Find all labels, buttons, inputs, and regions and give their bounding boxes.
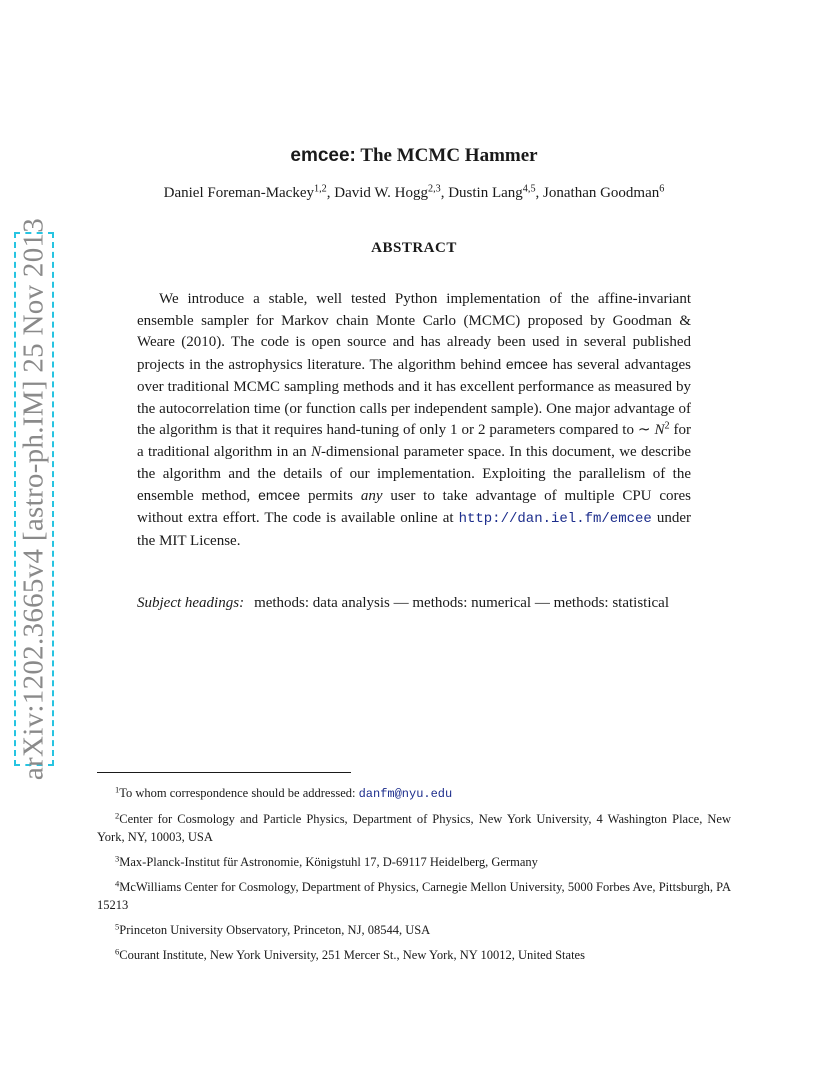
footnote bbox=[97, 784, 731, 803]
title-text: The MCMC Hammer bbox=[360, 145, 538, 166]
subject-label: Subject headings: bbox=[137, 595, 245, 611]
abstract-text: We introduce a stable, well tested Python implementation of the affine-invariant ensemble sampler for Markov chain Monte Carlo (MCMC) proposed by Goodman & Weare (2010). The code is open source and has already been used in several published projects in the astrophysics literature. The algorithm behind bbox=[137, 291, 691, 374]
author-list bbox=[0, 185, 828, 202]
paper-title bbox=[0, 145, 828, 167]
author-affiliation: 4,5 bbox=[522, 183, 536, 195]
footnote bbox=[97, 946, 731, 964]
author-affiliation: 2,3 bbox=[427, 183, 441, 195]
footnote bbox=[97, 810, 731, 846]
footnote bbox=[97, 878, 731, 914]
footnote-number: 3 bbox=[115, 853, 120, 864]
email-link[interactable]: danfm@nyu.edu bbox=[358, 787, 453, 801]
footnote-text: Max-Planck-Institut für Astronomie, Königstuhl 17, D-69117 Heidelberg, Germany bbox=[119, 855, 538, 869]
software-name: emcee bbox=[505, 356, 548, 373]
arxiv-stamp bbox=[14, 217, 54, 781]
abstract-text: for a traditional algorithm in an bbox=[137, 422, 691, 460]
author-affiliation: 6 bbox=[659, 183, 665, 195]
footnotes bbox=[97, 784, 731, 971]
subject-headings bbox=[137, 592, 691, 614]
footnote-number: 2 bbox=[115, 810, 120, 821]
author-separator: , bbox=[326, 185, 335, 201]
math-symbol: N bbox=[310, 443, 321, 460]
footnote bbox=[97, 921, 731, 939]
footnote-text: Center for Cosmology and Particle Physics, Department of Physics, New York University, 4 Washington Place, New York, NY, 10003, USA bbox=[97, 812, 731, 844]
author-separator: , bbox=[535, 185, 544, 201]
footnote-number: 4 bbox=[115, 878, 120, 889]
footnote-divider bbox=[97, 772, 351, 773]
title-code-name: emcee: bbox=[290, 145, 356, 166]
author-name: Daniel Foreman-Mackey bbox=[163, 185, 314, 201]
math-symbol: N bbox=[654, 422, 665, 439]
author-name: Jonathan Goodman bbox=[543, 185, 660, 201]
footnote-number: 5 bbox=[115, 921, 120, 932]
abstract-body bbox=[137, 289, 691, 552]
subject-text: methods: data analysis — methods: numerical — methods: statistical bbox=[254, 595, 669, 611]
abstract-text: -dimensional parameter space. In this document, we describe the algorithm and the details of our implementation. Exploiting the parallelism of the ensemble method, bbox=[137, 443, 691, 505]
abstract-text: user to take advantage of multiple CPU cores without extra effort. The code is available online at bbox=[137, 488, 692, 527]
abstract-text: permits bbox=[300, 488, 361, 505]
author-separator: , bbox=[440, 185, 449, 201]
footnote-text: Princeton University Observatory, Princeton, NJ, 08544, USA bbox=[119, 923, 431, 937]
arxiv-identifier: arXiv:1202.3665v4 [astro-ph.IM] 25 Nov 2013 bbox=[17, 217, 50, 781]
abstract-text: has several advantages over traditional MCMC sampling methods and it has excellent performance as measured by the autocorrelation time (or function calls per independent sample). One major advantage of the algorithm is that it requires hand-tuning of only 1 or 2 parameters compared to ∼ bbox=[137, 357, 692, 439]
math-exponent: 2 bbox=[664, 420, 670, 432]
footnote bbox=[97, 853, 731, 871]
footnote-text: McWilliams Center for Cosmology, Department of Physics, Carnegie Mellon University, 5000 Forbes Ave, Pittsburgh, PA 15213 bbox=[97, 880, 731, 912]
footnote-text: To whom correspondence should be addressed: bbox=[119, 786, 359, 800]
author-affiliation: 1,2 bbox=[314, 183, 327, 195]
abstract-text: under the MIT License. bbox=[137, 510, 691, 549]
footnote-number: 1 bbox=[115, 784, 120, 795]
emphasis-text: any bbox=[360, 488, 383, 505]
abstract-heading: ABSTRACT bbox=[371, 240, 457, 256]
project-url-link[interactable]: http://dan.iel.fm/emcee bbox=[458, 511, 652, 528]
footnote-number: 6 bbox=[115, 946, 120, 957]
author-name: Dustin Lang bbox=[448, 185, 523, 201]
software-name: emcee bbox=[258, 487, 301, 504]
footnote-text: Courant Institute, New York University, 251 Mercer St., New York, NY 10012, United States bbox=[119, 948, 585, 962]
author-name: David W. Hogg bbox=[334, 185, 428, 201]
